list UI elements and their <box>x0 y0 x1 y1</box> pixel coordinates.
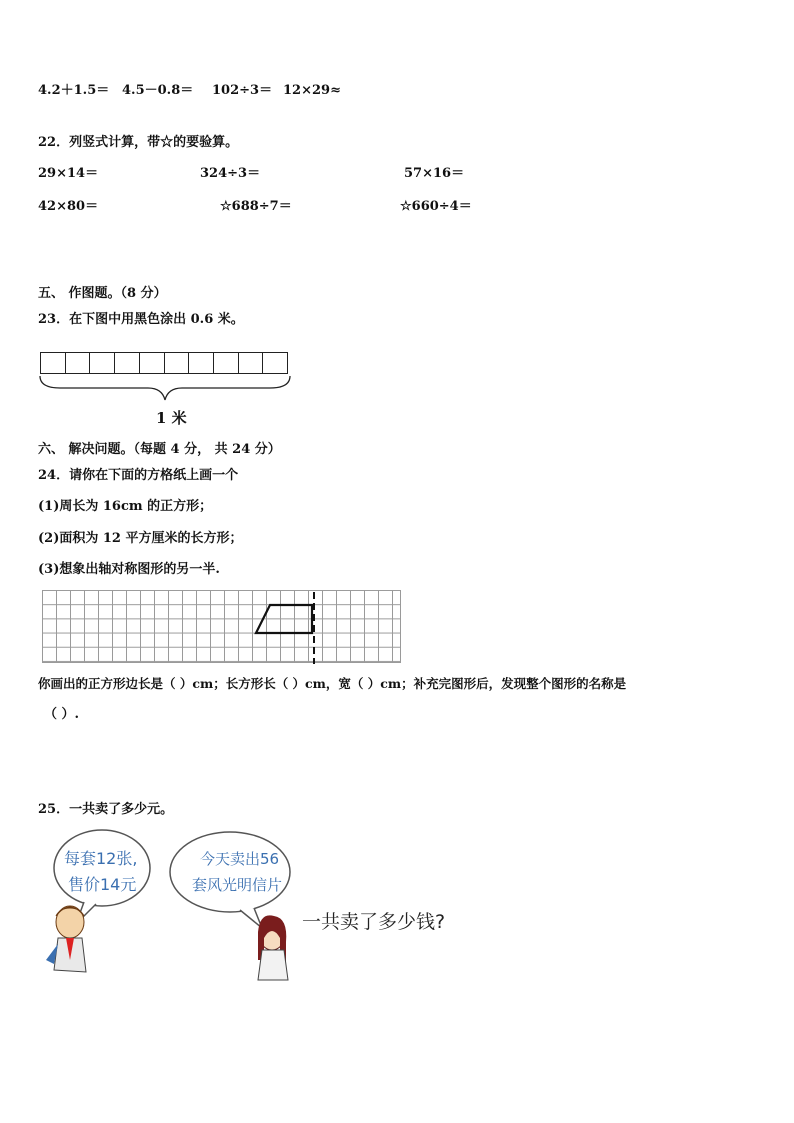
strip-cell[interactable] <box>66 353 91 373</box>
strip-cell[interactable] <box>165 353 190 373</box>
q25-title: 25．一共卖了多少元。 <box>38 802 174 817</box>
strip-cell[interactable] <box>263 353 287 373</box>
bubble-left-line-1: 每套12张, <box>64 849 138 868</box>
q21-expr-3: 102÷3＝ <box>212 83 273 98</box>
strip-cell[interactable] <box>214 353 239 373</box>
q24-title: 24．请你在下面的方格纸上画一个 <box>38 468 239 483</box>
q22-expr-6: ☆660÷4＝ <box>400 199 472 214</box>
boy-character <box>46 906 86 972</box>
strip-cell[interactable] <box>189 353 214 373</box>
q24-answer-line-1: 你画出的正方形边长是（ ）cm；长方形长（ ）cm，宽（ ）cm；补充完图形后，发现整个图形的名称是 <box>38 676 627 691</box>
q21-expr-2: 4.5－0.8＝ <box>122 83 194 98</box>
strip-cell[interactable] <box>115 353 140 373</box>
postcard-cartoon <box>40 820 460 985</box>
q21-expr-4: 12×29≈ <box>283 83 341 98</box>
brace-icon <box>36 374 294 404</box>
q24-item-3: (3)想象出轴对称图形的另一半. <box>38 562 220 577</box>
q22-expr-2: 324÷3＝ <box>200 166 261 181</box>
strip-cell[interactable] <box>140 353 165 373</box>
strip-cell[interactable] <box>90 353 115 373</box>
meter-strip[interactable] <box>40 352 288 374</box>
q22-expr-3: 57×16＝ <box>404 166 465 181</box>
girl-character <box>258 915 288 980</box>
bubble-right-line-2: 套风光明信片 <box>192 876 283 894</box>
half-trapezoid-figure <box>42 588 402 668</box>
section6-heading: 六、 解决问题。（每题 4 分， 共 24 分） <box>38 442 281 457</box>
ruler-label: 1 米 <box>156 409 187 427</box>
q22-expr-5: ☆688÷7＝ <box>220 199 292 214</box>
right-speech-bubble <box>170 832 290 928</box>
bubble-right-line-1: 今天卖出56 <box>200 850 280 868</box>
q21-expr-1: 4.2＋1.5＝ <box>38 83 110 98</box>
strip-cell[interactable] <box>41 353 66 373</box>
section5-heading: 五、 作图题。（8 分） <box>38 286 167 301</box>
q24-item-2: (2)面积为 12 平方厘米的长方形； <box>38 531 243 546</box>
q24-item-1: (1)周长为 16cm 的正方形； <box>38 499 213 514</box>
q22-expr-4: 42×80＝ <box>38 199 99 214</box>
strip-cell[interactable] <box>239 353 264 373</box>
bubble-left-line-2: 售价14元 <box>68 875 137 894</box>
q22-title: 22．列竖式计算，带☆的要验算。 <box>38 135 239 150</box>
q22-expr-1: 29×14＝ <box>38 166 99 181</box>
q24-answer-line-2: （ ）. <box>44 707 80 722</box>
question-text: 一共卖了多少钱? <box>302 911 446 933</box>
q23-title: 23．在下图中用黑色涂出 0.6 米。 <box>38 312 244 327</box>
